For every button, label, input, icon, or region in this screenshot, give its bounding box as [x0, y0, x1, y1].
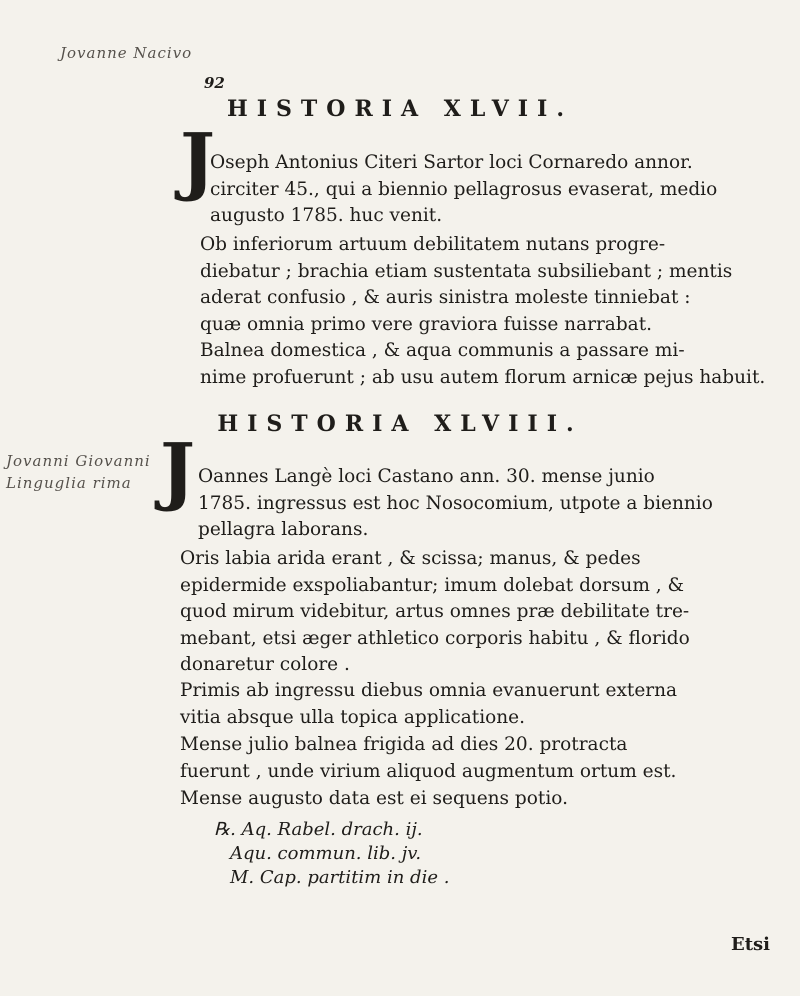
paragraph-48-5: Mense augusto data est ei sequens potio. [180, 788, 568, 809]
prescription-line-3: M. Cap. partitim in die . [230, 867, 450, 888]
paragraph-47-1: Oseph Antonius Citeri Sartor loci Cornaredo annor. circiter 45., qui a biennio pellagrosus evaserat, medio augusto 1785. huc venit. [210, 152, 718, 226]
handwritten-margin-note-2: Linguglia rima [6, 474, 132, 492]
prescription [214, 818, 449, 890]
prescription-line-1: ℞. Aq. Rabel. drach. ij. [214, 819, 423, 840]
handwritten-margin-note-1: Jovanni Giovanni [6, 452, 151, 470]
paragraph-48-2: Oris labia arida erant , & scissa; manus, & pedes epidermide exspoliabantur; imum dolebat dorsum , & quod mirum videbitur, artus omnes præ debilitate tre- mebant, etsi æger athletico corporis habitu , & florido donaretur colore . [180, 548, 690, 675]
paragraph-47-2: Ob inferiorum artuum debilitatem nutans progre- diebatur ; brachia etiam sustentata subsiliebant ; mentis aderat confusio , & auris sinistra moleste tinniebat : quæ omnia primo vere graviora fuisse narrabat. [200, 234, 733, 335]
paragraph-48-1: Oannes Langè loci Castano ann. 30. mense junio 1785. ingressus est hoc Nosocomium, utpote a biennio pellagra laborans. [198, 466, 713, 540]
page-number: 92 [204, 74, 225, 92]
heading-historia-47: HISTORIA XLVII. [226, 96, 574, 122]
dropcap-47: J [180, 118, 216, 204]
handwritten-note-top: Jovanne Nacivo [60, 44, 193, 62]
paragraph-48-3: Primis ab ingressu diebus omnia evanuerunt externa vitia absque ulla topica applicatione. [180, 680, 678, 728]
heading-historia-48: HISTORIA XLVIII. [217, 411, 583, 437]
prescription-line-2: Aqu. commun. lib. jv. [230, 843, 422, 864]
catchword: Etsi [730, 934, 770, 955]
paragraph-48-4: Mense julio balnea frigida ad dies 20. protracta fuerunt , unde virium aliquod augmentum ortum est. [180, 734, 677, 782]
paragraph-47-3: Balnea domestica , & aqua communis a passare mi- nime profuerunt ; ab usu autem florum arnicæ pejus habuit. [200, 340, 766, 388]
dropcap-48: J [160, 428, 196, 514]
